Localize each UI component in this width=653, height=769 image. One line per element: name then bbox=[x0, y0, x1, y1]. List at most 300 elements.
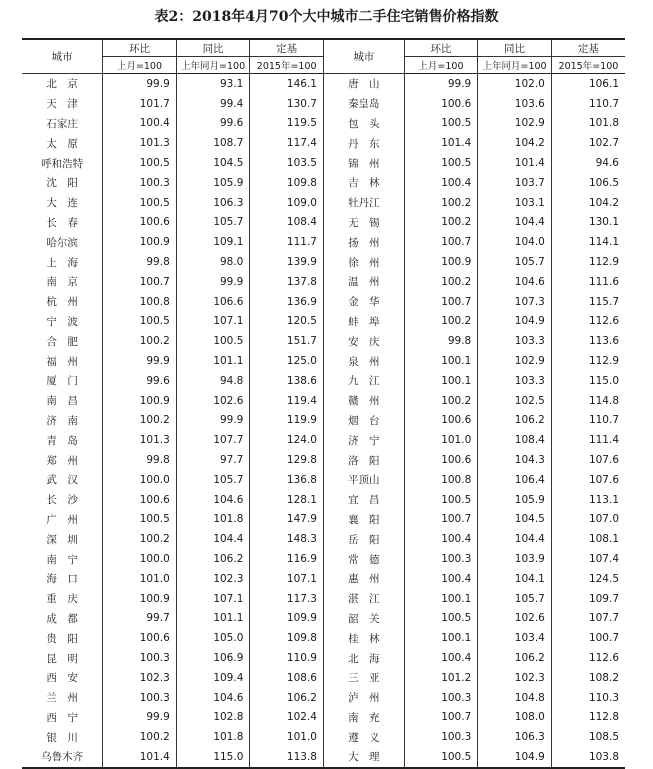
right-yoy-cell: 104.5 bbox=[478, 510, 552, 530]
table-row bbox=[22, 213, 625, 233]
table-row bbox=[22, 153, 625, 173]
table-row bbox=[22, 371, 625, 391]
right-mom-cell: 100.8 bbox=[404, 470, 478, 490]
right-mom-cell: 100.7 bbox=[404, 708, 478, 728]
left-yoy-cell: 105.9 bbox=[176, 173, 250, 193]
right-mom-cell: 100.3 bbox=[404, 727, 478, 747]
table-title: 表2：2018年4月70个大中城市二手住宅销售价格指数 bbox=[154, 9, 499, 25]
right-base-cell: 114.1 bbox=[588, 236, 619, 249]
left-mom-cell: 100.8 bbox=[103, 292, 177, 312]
right-mom-cell: 99.8 bbox=[404, 331, 478, 351]
right-mom-cell: 101.2 bbox=[404, 668, 478, 688]
left-mom-cell: 100.6 bbox=[103, 490, 177, 510]
left-city-cell: 广 州 bbox=[22, 510, 103, 530]
right-base-cell: 111.6 bbox=[588, 275, 619, 288]
right-yoy-cell: 106.3 bbox=[478, 727, 552, 747]
table-row bbox=[22, 688, 625, 708]
right-mom-cell: 100.6 bbox=[404, 411, 478, 431]
right-city-cell: 赣 州 bbox=[323, 391, 404, 411]
right-city-cell: 大 理 bbox=[323, 747, 404, 768]
right-city-cell: 丹 东 bbox=[323, 133, 404, 153]
left-mom-cell: 100.5 bbox=[103, 193, 177, 213]
right-yoy-cell: 104.6 bbox=[478, 272, 552, 292]
table-row bbox=[22, 114, 625, 134]
right-yoy-cell: 103.9 bbox=[478, 549, 552, 569]
left-mom-cell: 99.8 bbox=[103, 450, 177, 470]
left-mom-cell: 100.2 bbox=[103, 331, 177, 351]
right-mom-cell: 99.9 bbox=[404, 74, 478, 94]
right-city-cell: 岳 阳 bbox=[323, 529, 404, 549]
left-yoy-cell: 105.0 bbox=[176, 628, 250, 648]
table-row bbox=[22, 747, 625, 768]
table-row bbox=[22, 133, 625, 153]
right-mom-cell: 100.4 bbox=[404, 648, 478, 668]
left-city-cell: 厦 门 bbox=[22, 371, 103, 391]
table-row bbox=[22, 351, 625, 371]
header-yoy-left: 同比 bbox=[176, 39, 250, 57]
left-mom-cell: 100.2 bbox=[103, 529, 177, 549]
right-yoy-cell: 101.4 bbox=[478, 153, 552, 173]
table-row bbox=[22, 727, 625, 747]
left-mom-cell: 100.3 bbox=[103, 688, 177, 708]
left-yoy-cell: 102.8 bbox=[176, 708, 250, 728]
right-mom-cell: 100.7 bbox=[404, 232, 478, 252]
left-yoy-cell: 104.5 bbox=[176, 153, 250, 173]
left-mom-cell: 101.4 bbox=[103, 747, 177, 768]
right-yoy-cell: 103.4 bbox=[478, 628, 552, 648]
left-city-cell: 兰 州 bbox=[22, 688, 103, 708]
left-base-cell: 136.8 bbox=[250, 470, 324, 490]
right-yoy-cell: 108.0 bbox=[478, 708, 552, 728]
left-yoy-cell: 101.1 bbox=[176, 609, 250, 629]
table-row bbox=[22, 193, 625, 213]
left-city-cell: 大 连 bbox=[22, 193, 103, 213]
right-base-cell: 113.6 bbox=[588, 335, 619, 348]
right-base-cell: 107.6 bbox=[588, 473, 619, 486]
right-mom-cell: 101.4 bbox=[404, 133, 478, 153]
left-yoy-cell: 104.4 bbox=[176, 529, 250, 549]
right-base-cell: 107.7 bbox=[588, 612, 619, 625]
right-base-cell: 113.1 bbox=[588, 493, 619, 506]
left-base-cell: 119.4 bbox=[250, 391, 324, 411]
table-row bbox=[22, 490, 625, 510]
left-city-cell: 济 南 bbox=[22, 411, 103, 431]
table-row bbox=[22, 708, 625, 728]
left-yoy-cell: 94.8 bbox=[176, 371, 250, 391]
right-city-cell: 徐 州 bbox=[323, 252, 404, 272]
left-yoy-cell: 97.7 bbox=[176, 450, 250, 470]
right-mom-cell: 100.2 bbox=[404, 391, 478, 411]
left-mom-cell: 102.3 bbox=[103, 668, 177, 688]
right-mom-cell: 100.2 bbox=[404, 312, 478, 332]
table-row bbox=[22, 549, 625, 569]
right-city-cell: 无 锡 bbox=[323, 213, 404, 233]
right-mom-cell: 100.5 bbox=[404, 114, 478, 134]
right-base-cell: 109.7 bbox=[588, 592, 619, 605]
right-yoy-cell: 104.0 bbox=[478, 232, 552, 252]
left-base-cell: 119.9 bbox=[250, 411, 324, 431]
right-yoy-cell: 103.6 bbox=[478, 94, 552, 114]
right-mom-cell: 100.3 bbox=[404, 688, 478, 708]
right-mom-cell: 100.5 bbox=[404, 490, 478, 510]
right-mom-cell: 100.1 bbox=[404, 371, 478, 391]
right-mom-cell: 100.7 bbox=[404, 292, 478, 312]
left-mom-cell: 101.7 bbox=[103, 94, 177, 114]
header-base-left: 定基 bbox=[250, 39, 324, 57]
right-yoy-cell: 106.2 bbox=[478, 648, 552, 668]
right-mom-cell: 100.1 bbox=[404, 351, 478, 371]
right-city-cell: 九 江 bbox=[323, 371, 404, 391]
right-base-cell: 112.9 bbox=[588, 355, 619, 368]
left-mom-cell: 99.9 bbox=[103, 351, 177, 371]
right-city-cell: 南 充 bbox=[323, 708, 404, 728]
left-mom-cell: 101.0 bbox=[103, 569, 177, 589]
left-base-cell: 103.5 bbox=[250, 153, 324, 173]
left-mom-cell: 100.6 bbox=[103, 213, 177, 233]
right-city-cell: 牡丹江 bbox=[323, 193, 404, 213]
header-yoy-right: 同比 bbox=[478, 39, 552, 57]
left-city-cell: 太 原 bbox=[22, 133, 103, 153]
subheader-yoy-left: 上年同月=100 bbox=[176, 57, 250, 74]
right-mom-cell: 100.2 bbox=[404, 213, 478, 233]
right-base-cell: 111.4 bbox=[588, 434, 619, 447]
left-city-cell: 西 宁 bbox=[22, 708, 103, 728]
right-base-cell: 112.6 bbox=[588, 652, 619, 664]
left-base-cell: 139.9 bbox=[250, 252, 324, 272]
left-yoy-cell: 104.6 bbox=[176, 490, 250, 510]
right-mom-cell: 100.2 bbox=[404, 272, 478, 292]
left-mom-cell: 100.5 bbox=[103, 153, 177, 173]
left-yoy-cell: 106.2 bbox=[176, 549, 250, 569]
left-mom-cell: 100.9 bbox=[103, 589, 177, 609]
price-index-table bbox=[22, 38, 625, 769]
right-yoy-cell: 103.1 bbox=[478, 193, 552, 213]
right-yoy-cell: 104.8 bbox=[478, 688, 552, 708]
right-city-cell: 蚌 埠 bbox=[323, 312, 404, 332]
right-base-cell: 106.1 bbox=[588, 77, 619, 90]
right-base-cell: 124.5 bbox=[588, 572, 619, 585]
left-yoy-cell: 101.1 bbox=[176, 351, 250, 371]
right-mom-cell: 100.6 bbox=[404, 450, 478, 470]
right-base-cell: 107.6 bbox=[588, 454, 619, 467]
right-mom-cell: 100.5 bbox=[404, 609, 478, 629]
left-base-cell: 106.2 bbox=[250, 688, 324, 708]
table-row bbox=[22, 391, 625, 411]
table-row bbox=[22, 411, 625, 431]
left-city-cell: 海 口 bbox=[22, 569, 103, 589]
right-mom-cell: 100.2 bbox=[404, 193, 478, 213]
header-city-right: 城市 bbox=[323, 39, 404, 74]
table-row bbox=[22, 232, 625, 252]
table-row bbox=[22, 628, 625, 648]
right-mom-cell: 100.1 bbox=[404, 628, 478, 648]
right-yoy-cell: 104.9 bbox=[478, 312, 552, 332]
right-yoy-cell: 108.4 bbox=[478, 430, 552, 450]
right-city-cell: 常 德 bbox=[323, 549, 404, 569]
table-row bbox=[22, 173, 625, 193]
table-row bbox=[22, 529, 625, 549]
left-city-cell: 重 庆 bbox=[22, 589, 103, 609]
table-row bbox=[22, 252, 625, 272]
right-city-cell: 韶 关 bbox=[323, 609, 404, 629]
left-yoy-cell: 106.3 bbox=[176, 193, 250, 213]
left-base-cell: 111.7 bbox=[250, 232, 324, 252]
right-yoy-cell: 106.4 bbox=[478, 470, 552, 490]
right-yoy-cell: 103.3 bbox=[478, 371, 552, 391]
left-base-cell: 120.5 bbox=[250, 312, 324, 332]
subheader-base-right: 2015年=100 bbox=[551, 57, 625, 74]
left-base-cell: 125.0 bbox=[250, 351, 324, 371]
left-city-cell: 贵 阳 bbox=[22, 628, 103, 648]
right-yoy-cell: 107.3 bbox=[478, 292, 552, 312]
right-yoy-cell: 104.1 bbox=[478, 569, 552, 589]
right-yoy-cell: 103.7 bbox=[478, 173, 552, 193]
right-city-cell: 金 华 bbox=[323, 292, 404, 312]
right-yoy-cell: 105.9 bbox=[478, 490, 552, 510]
left-mom-cell: 100.9 bbox=[103, 391, 177, 411]
left-yoy-cell: 105.7 bbox=[176, 470, 250, 490]
left-base-cell: 146.1 bbox=[250, 74, 324, 94]
left-yoy-cell: 109.1 bbox=[176, 232, 250, 252]
right-city-cell: 烟 台 bbox=[323, 411, 404, 431]
left-yoy-cell: 109.4 bbox=[176, 668, 250, 688]
right-yoy-cell: 104.4 bbox=[478, 529, 552, 549]
left-base-cell: 108.4 bbox=[250, 213, 324, 233]
right-base-cell: 112.9 bbox=[588, 256, 619, 269]
left-city-cell: 南 京 bbox=[22, 272, 103, 292]
right-base-cell: 103.8 bbox=[551, 747, 625, 768]
left-base-cell: 148.3 bbox=[250, 529, 324, 549]
left-mom-cell: 101.3 bbox=[103, 133, 177, 153]
table-row bbox=[22, 589, 625, 609]
right-mom-cell: 100.5 bbox=[404, 153, 478, 173]
left-yoy-cell: 99.9 bbox=[176, 411, 250, 431]
left-yoy-cell: 104.6 bbox=[176, 688, 250, 708]
right-base-cell: 114.8 bbox=[588, 394, 619, 407]
table-row bbox=[22, 569, 625, 589]
header-base-right: 定基 bbox=[551, 39, 625, 57]
right-city-cell: 洛 阳 bbox=[323, 450, 404, 470]
left-yoy-cell: 101.8 bbox=[176, 727, 250, 747]
left-city-cell: 沈 阳 bbox=[22, 173, 103, 193]
right-city-cell: 桂 林 bbox=[323, 628, 404, 648]
table-row bbox=[22, 94, 625, 114]
left-base-cell: 124.0 bbox=[250, 430, 324, 450]
right-city-cell: 扬 州 bbox=[323, 232, 404, 252]
left-yoy-cell: 93.1 bbox=[176, 74, 250, 94]
right-mom-cell: 100.7 bbox=[404, 510, 478, 530]
right-mom-cell: 100.5 bbox=[404, 747, 478, 768]
right-city-cell: 宜 昌 bbox=[323, 490, 404, 510]
right-city-cell: 泉 州 bbox=[323, 351, 404, 371]
left-mom-cell: 99.6 bbox=[103, 371, 177, 391]
right-city-cell: 惠 州 bbox=[323, 569, 404, 589]
left-base-cell: 109.9 bbox=[250, 609, 324, 629]
right-base-cell: 104.2 bbox=[588, 196, 619, 209]
table-row bbox=[22, 648, 625, 668]
left-city-cell: 长 春 bbox=[22, 213, 103, 233]
table-row bbox=[22, 74, 625, 94]
left-mom-cell: 100.3 bbox=[103, 173, 177, 193]
left-base-cell: 117.4 bbox=[250, 133, 324, 153]
right-city-cell: 三 亚 bbox=[323, 668, 404, 688]
table-row bbox=[22, 272, 625, 292]
right-yoy-cell: 106.2 bbox=[478, 411, 552, 431]
right-yoy-cell: 102.5 bbox=[478, 391, 552, 411]
left-base-cell: 101.0 bbox=[250, 727, 324, 747]
left-yoy-cell: 100.5 bbox=[176, 331, 250, 351]
left-city-cell: 武 汉 bbox=[22, 470, 103, 490]
left-mom-cell: 100.7 bbox=[103, 272, 177, 292]
left-yoy-cell: 107.7 bbox=[176, 430, 250, 450]
left-base-cell: 130.7 bbox=[250, 94, 324, 114]
right-base-cell: 108.2 bbox=[588, 671, 619, 684]
right-city-cell: 襄 阳 bbox=[323, 510, 404, 530]
right-city-cell: 遵 义 bbox=[323, 727, 404, 747]
subheader-yoy-right: 上年同月=100 bbox=[478, 57, 552, 74]
right-mom-cell: 100.6 bbox=[404, 94, 478, 114]
left-city-cell: 银 川 bbox=[22, 727, 103, 747]
left-city-cell: 石家庄 bbox=[22, 114, 103, 134]
left-mom-cell: 100.6 bbox=[103, 628, 177, 648]
right-base-cell: 112.8 bbox=[588, 711, 619, 724]
left-base-cell: 117.3 bbox=[250, 589, 324, 609]
left-base-cell: 136.9 bbox=[250, 292, 324, 312]
right-yoy-cell: 105.7 bbox=[478, 589, 552, 609]
left-city-cell: 昆 明 bbox=[22, 648, 103, 668]
right-mom-cell: 100.1 bbox=[404, 589, 478, 609]
header-mom-right: 环比 bbox=[404, 39, 478, 57]
left-yoy-cell: 98.0 bbox=[176, 252, 250, 272]
left-city-cell: 长 沙 bbox=[22, 490, 103, 510]
right-base-cell: 106.5 bbox=[588, 176, 619, 189]
left-yoy-cell: 115.0 bbox=[176, 747, 250, 768]
left-city-cell: 哈尔滨 bbox=[22, 232, 103, 252]
left-mom-cell: 100.0 bbox=[103, 549, 177, 569]
left-base-cell: 108.6 bbox=[250, 668, 324, 688]
right-base-cell: 102.7 bbox=[588, 137, 619, 150]
right-yoy-cell: 103.3 bbox=[478, 331, 552, 351]
right-city-cell: 温 州 bbox=[323, 272, 404, 292]
left-city-cell: 福 州 bbox=[22, 351, 103, 371]
left-city-cell: 郑 州 bbox=[22, 450, 103, 470]
left-city-cell: 北 京 bbox=[22, 74, 103, 94]
left-city-cell: 呼和浩特 bbox=[22, 153, 103, 173]
left-base-cell: 113.8 bbox=[250, 747, 324, 768]
left-base-cell: 119.5 bbox=[250, 114, 324, 134]
table-row bbox=[22, 668, 625, 688]
left-base-cell: 109.0 bbox=[250, 193, 324, 213]
left-city-cell: 南 宁 bbox=[22, 549, 103, 569]
left-yoy-cell: 99.9 bbox=[176, 272, 250, 292]
right-base-cell: 115.7 bbox=[588, 295, 619, 308]
left-base-cell: 109.8 bbox=[250, 628, 324, 648]
left-yoy-cell: 102.6 bbox=[176, 391, 250, 411]
right-base-cell: 115.0 bbox=[588, 374, 619, 387]
left-base-cell: 138.6 bbox=[250, 371, 324, 391]
left-city-cell: 合 肥 bbox=[22, 331, 103, 351]
left-mom-cell: 99.7 bbox=[103, 609, 177, 629]
right-city-cell: 唐 山 bbox=[323, 74, 404, 94]
right-base-cell: 100.7 bbox=[588, 632, 619, 645]
right-city-cell: 济 宁 bbox=[323, 430, 404, 450]
right-base-cell: 108.5 bbox=[588, 731, 619, 744]
left-base-cell: 147.9 bbox=[250, 510, 324, 530]
left-yoy-cell: 99.6 bbox=[176, 114, 250, 134]
table-row bbox=[22, 331, 625, 351]
right-yoy-cell: 102.9 bbox=[478, 351, 552, 371]
table-row bbox=[22, 292, 625, 312]
left-city-cell: 宁 波 bbox=[22, 312, 103, 332]
right-city-cell: 锦 州 bbox=[323, 153, 404, 173]
right-mom-cell: 100.4 bbox=[404, 173, 478, 193]
right-yoy-cell: 104.9 bbox=[478, 747, 552, 768]
right-city-cell: 湛 江 bbox=[323, 589, 404, 609]
right-yoy-cell: 102.0 bbox=[478, 74, 552, 94]
right-yoy-cell: 102.9 bbox=[478, 114, 552, 134]
right-mom-cell: 101.0 bbox=[404, 430, 478, 450]
right-city-cell: 平顶山 bbox=[323, 470, 404, 490]
right-base-cell: 112.6 bbox=[588, 315, 619, 328]
left-mom-cell: 100.9 bbox=[103, 232, 177, 252]
right-base-cell: 108.1 bbox=[588, 533, 619, 546]
table-row bbox=[22, 450, 625, 470]
left-base-cell: 109.8 bbox=[250, 173, 324, 193]
right-mom-cell: 100.3 bbox=[404, 549, 478, 569]
left-base-cell: 102.4 bbox=[250, 708, 324, 728]
right-base-cell: 94.6 bbox=[595, 157, 619, 170]
left-base-cell: 129.8 bbox=[250, 450, 324, 470]
left-yoy-cell: 102.3 bbox=[176, 569, 250, 589]
subheader-mom-left: 上月=100 bbox=[103, 57, 177, 74]
left-mom-cell: 100.3 bbox=[103, 648, 177, 668]
left-base-cell: 116.9 bbox=[250, 549, 324, 569]
left-mom-cell: 100.4 bbox=[103, 114, 177, 134]
left-mom-cell: 99.8 bbox=[103, 252, 177, 272]
right-base-cell: 101.8 bbox=[588, 117, 619, 130]
left-yoy-cell: 107.1 bbox=[176, 589, 250, 609]
left-yoy-cell: 106.6 bbox=[176, 292, 250, 312]
right-city-cell: 包 头 bbox=[323, 114, 404, 134]
left-mom-cell: 99.9 bbox=[103, 74, 177, 94]
right-yoy-cell: 102.3 bbox=[478, 668, 552, 688]
left-city-cell: 杭 州 bbox=[22, 292, 103, 312]
right-base-cell: 107.4 bbox=[588, 553, 619, 566]
left-city-cell: 乌鲁木齐 bbox=[22, 747, 103, 768]
table-row bbox=[22, 609, 625, 629]
right-base-cell: 110.7 bbox=[588, 97, 619, 110]
left-mom-cell: 100.2 bbox=[103, 411, 177, 431]
left-yoy-cell: 107.1 bbox=[176, 312, 250, 332]
left-mom-cell: 99.9 bbox=[103, 708, 177, 728]
right-yoy-cell: 105.7 bbox=[478, 252, 552, 272]
left-base-cell: 110.9 bbox=[250, 648, 324, 668]
left-city-cell: 西 安 bbox=[22, 668, 103, 688]
left-city-cell: 成 都 bbox=[22, 609, 103, 629]
right-mom-cell: 100.4 bbox=[404, 569, 478, 589]
left-base-cell: 107.1 bbox=[250, 569, 324, 589]
left-mom-cell: 101.3 bbox=[103, 430, 177, 450]
left-yoy-cell: 105.7 bbox=[176, 213, 250, 233]
left-base-cell: 151.7 bbox=[250, 331, 324, 351]
right-yoy-cell: 104.3 bbox=[478, 450, 552, 470]
right-city-cell: 泸 州 bbox=[323, 688, 404, 708]
left-yoy-cell: 106.9 bbox=[176, 648, 250, 668]
table-row bbox=[22, 312, 625, 332]
left-city-cell: 上 海 bbox=[22, 252, 103, 272]
left-city-cell: 天 津 bbox=[22, 94, 103, 114]
right-mom-cell: 100.9 bbox=[404, 252, 478, 272]
